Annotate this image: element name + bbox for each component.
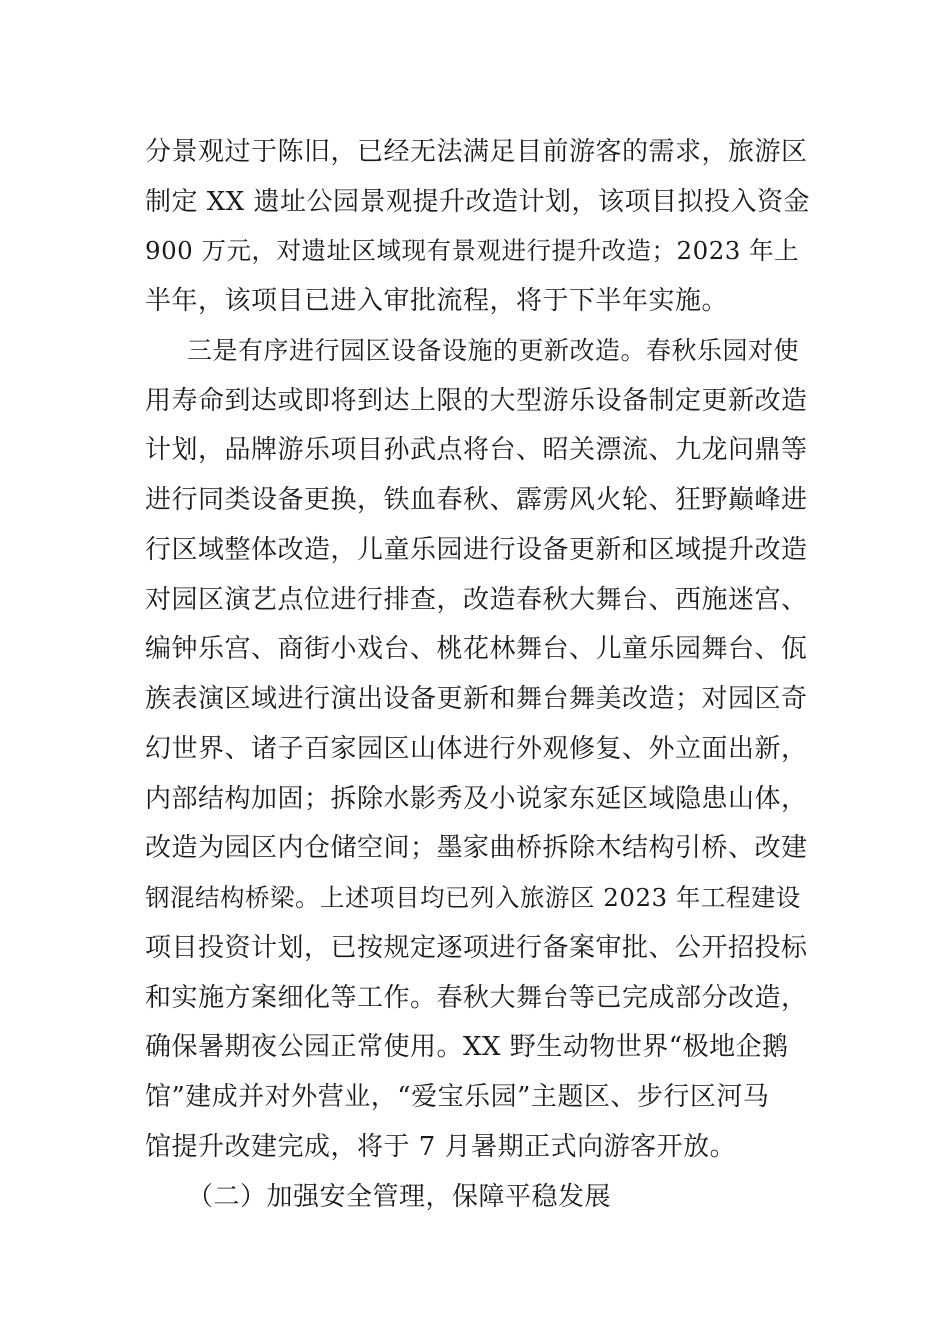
paragraph-2-line-13: 项目投资计划，已按规定逐项进行备案审批、公开招投标 xyxy=(145,933,808,963)
paragraph-2-line-8: 族表演区域进行演出设备更新和舞台舞美改造；对园区奇 xyxy=(145,684,808,714)
paragraph-2-line-6: 对园区演艺点位进行排查，改造春秋大舞台、西施迷宫、 xyxy=(145,585,808,615)
paragraph-1-line-1: 分景观过于陈旧，已经无法满足目前游客的需求，旅游区 xyxy=(145,137,808,167)
paragraph-1-line-2: 制定 XX 遗址公园景观提升改造计划，该项目拟投入资金 xyxy=(145,187,811,217)
paragraph-2-line-5: 行区域整体改造，儿童乐园进行设备更新和区域提升改造 xyxy=(145,535,808,565)
paragraph-2-line-2: 用寿命到达或即将到达上限的大型游乐设备制定更新改造 xyxy=(145,386,808,416)
paragraph-1-line-4: 半年，该项目已进入审批流程，将于下半年实施。 xyxy=(145,286,729,316)
paragraph-2-line-16: 馆”建成并对外营业，“爱宝乐园”主题区、步行区河马 xyxy=(145,1082,770,1112)
paragraph-2-line-9: 幻世界、诸子百家园区山体进行外观修复、外立面出新， xyxy=(145,734,808,764)
paragraph-2-line-11: 改造为园区内仓储空间；墨家曲桥拆除木结构引桥、改建 xyxy=(145,833,808,863)
paragraph-1-line-3: 900 万元，对遗址区域现有景观进行提升改造；2023 年上 xyxy=(145,236,800,265)
paragraph-2-line-12: 钢混结构桥梁。上述项目均已列入旅游区 2023 年工程建设 xyxy=(145,883,801,912)
paragraph-2-line-10: 内部结构加固；拆除水影秀及小说家东延区域隐患山体， xyxy=(145,784,808,814)
paragraph-2-line-7: 编钟乐宫、商街小戏台、桃花林舞台、儿童乐园舞台、佤 xyxy=(145,634,808,664)
paragraph-2-line-3: 计划，品牌游乐项目孙武点将台、昭关漂流、九龙问鼎等 xyxy=(145,435,808,465)
paragraph-2-line-14: 和实施方案细化等工作。春秋大舞台等已完成部分改造， xyxy=(145,983,808,1013)
paragraph-2-line-17: 馆提升改建完成，将于 7 月暑期正式向游客开放。 xyxy=(145,1132,737,1162)
paragraph-2-line-15: 确保暑期夜公园正常使用。XX 野生动物世界“极地企鹅 xyxy=(145,1032,789,1062)
section-heading: （二）加强安全管理，保障平稳发展 xyxy=(187,1182,612,1212)
paragraph-2-line-1: 三是有序进行园区设备设施的更新改造。春秋乐园对使 xyxy=(187,336,800,365)
paragraph-2-line-4: 进行同类设备更换，铁血春秋、霹雳风火轮、狂野巅峰进 xyxy=(145,485,808,515)
